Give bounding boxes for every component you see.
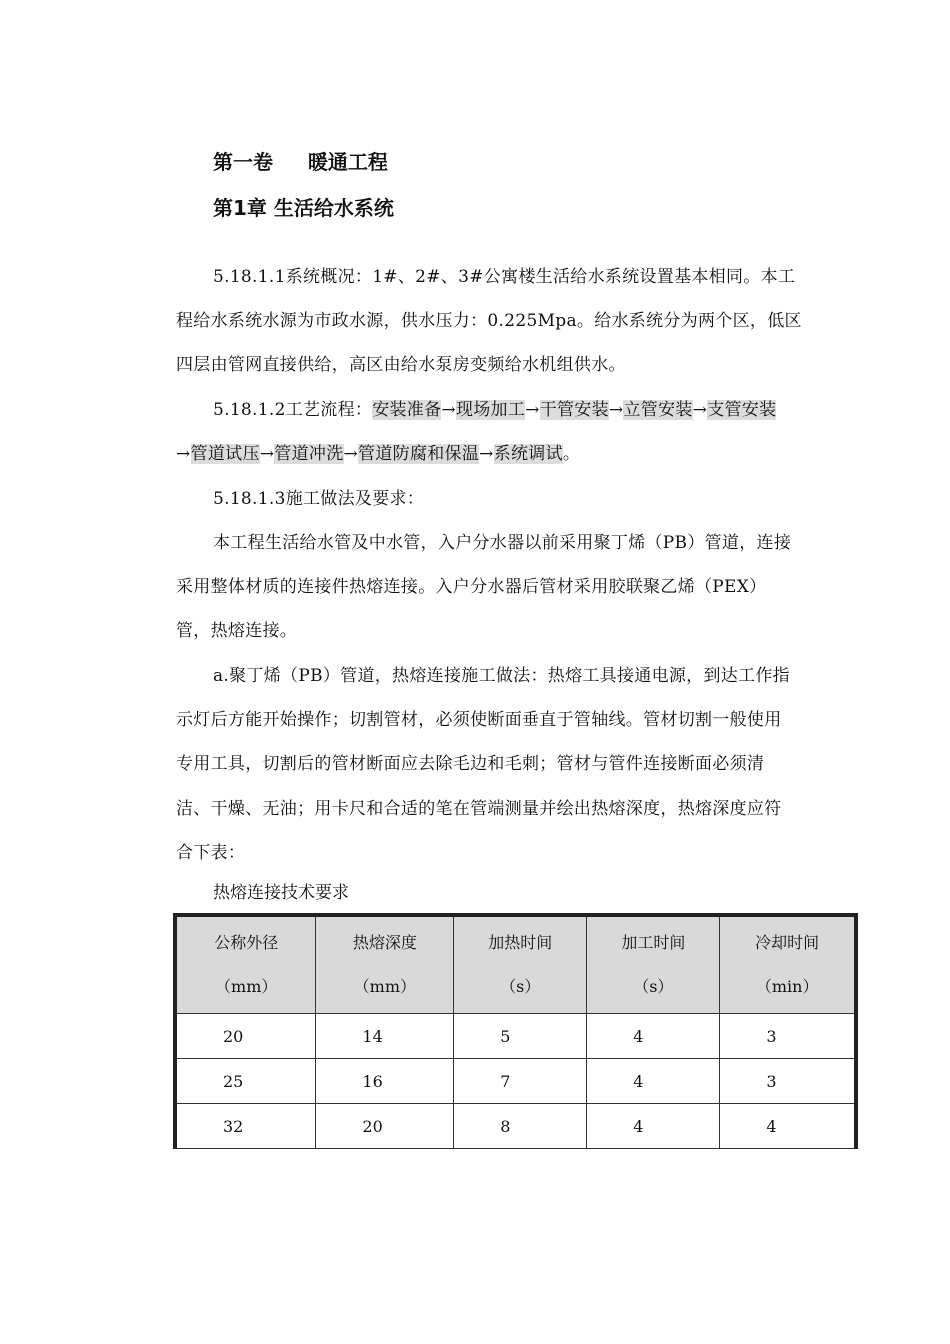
process-step: 管道防腐和保温	[358, 444, 480, 464]
header-cell	[587, 915, 720, 1014]
method-para1-line-2: 采用整体材质的连接件热熔连接。入户分水器后管材采用胶联聚乙烯（PEX）	[176, 577, 767, 597]
process-arrow: →	[479, 444, 494, 464]
process-step: 支管安装	[707, 400, 777, 420]
process-end: 。	[562, 444, 581, 464]
table-cell: 16	[316, 1059, 454, 1104]
overview-line-1: 5.18.1.1系统概况：1#、2#、3#公寓楼生活给水系统设置基本相同。本工	[213, 267, 796, 287]
header-unit: （min）	[755, 977, 819, 996]
header-cell	[454, 915, 587, 1014]
header-unit: （mm）	[353, 977, 416, 996]
volume-title: 第一卷 暖通工程	[213, 150, 388, 174]
header-name: 冷却时间	[755, 933, 820, 952]
process-line-2	[176, 439, 580, 464]
table-cell: 20	[175, 1014, 316, 1059]
process-step: 系统调试	[493, 444, 563, 464]
process-step: 管道冲洗	[274, 444, 344, 464]
table-row	[175, 1104, 856, 1149]
overview-line-2: 程给水系统水源为市政水源，供水压力：0.225Mpa。给水系统分为两个区，低区	[176, 311, 802, 331]
table-caption: 热熔连接技术要求	[213, 883, 349, 903]
header-name: 公称外径	[214, 933, 279, 952]
table-cell: 8	[454, 1104, 587, 1149]
header-cell	[316, 915, 454, 1014]
method-para2-line-3: 专用工具，切割后的管材断面应去除毛边和毛刺；管材与管件连接断面必须清	[176, 754, 765, 774]
header-name: 热熔深度	[352, 933, 417, 952]
table-cell: 5	[454, 1014, 587, 1059]
process-arrow: →	[608, 400, 624, 420]
header-cell	[175, 915, 316, 1014]
table-cell: 20	[316, 1104, 454, 1149]
table-row	[175, 1059, 856, 1104]
header-unit: （s）	[500, 977, 541, 996]
fusion-spec-table	[173, 913, 858, 1149]
table-cell: 4	[587, 1059, 720, 1104]
table-cell: 14	[316, 1014, 454, 1059]
overview-line-3: 四层由管网直接供给，高区由给水泵房变频给水机组供水。	[176, 355, 626, 375]
method-title: 5.18.1.3施工做法及要求：	[213, 489, 425, 509]
process-step: 管道试压	[190, 444, 260, 464]
process-arrow: →	[692, 400, 708, 420]
table-cell: 4	[720, 1104, 856, 1149]
header-unit: （s）	[633, 977, 674, 996]
header-name: 加热时间	[488, 933, 553, 952]
process-arrow: →	[259, 444, 275, 464]
table-cell: 7	[454, 1059, 587, 1104]
chapter-title: 第1章 生活给水系统	[213, 196, 394, 220]
process-step: 立管安装	[623, 400, 693, 420]
process-step: 现场加工	[455, 400, 526, 420]
method-para1-line-3: 管，热熔连接。	[176, 621, 298, 641]
table-row	[175, 1014, 856, 1059]
process-arrow: →	[343, 444, 359, 464]
process-arrow: →	[176, 444, 191, 464]
table-cell: 4	[587, 1104, 720, 1149]
method-para2-line-4: 洁、干燥、无油；用卡尺和合适的笔在管端测量并绘出热熔深度，热熔深度应符	[176, 799, 782, 819]
process-prefix: 5.18.1.2工艺流程：	[213, 400, 373, 420]
header-name: 加工时间	[621, 933, 686, 952]
table-header-row	[175, 915, 856, 1014]
process-arrow: →	[441, 400, 456, 420]
process-line-1	[213, 395, 776, 420]
method-para1-line-1: 本工程生活给水管及中水管，入户分水器以前采用聚丁烯（PB）管道，连接	[213, 533, 792, 553]
method-para2-line-5: 合下表：	[176, 843, 246, 863]
table-cell: 3	[720, 1014, 856, 1059]
process-step: 干管安装	[539, 400, 609, 420]
table-cell: 3	[720, 1059, 856, 1104]
process-arrow: →	[525, 400, 540, 420]
table-cell: 4	[587, 1014, 720, 1059]
table-cell: 25	[175, 1059, 316, 1104]
method-para2-line-1: a.聚丁烯（PB）管道，热熔连接施工做法：热熔工具接通电源，到达工作指	[213, 666, 790, 686]
process-step: 安装准备	[372, 400, 442, 420]
header-unit: （mm）	[215, 977, 278, 996]
table-cell: 32	[175, 1104, 316, 1149]
header-cell	[720, 915, 856, 1014]
method-para2-line-2: 示灯后方能开始操作；切割管材，必须使断面垂直于管轴线。管材切割一般使用	[176, 710, 782, 730]
